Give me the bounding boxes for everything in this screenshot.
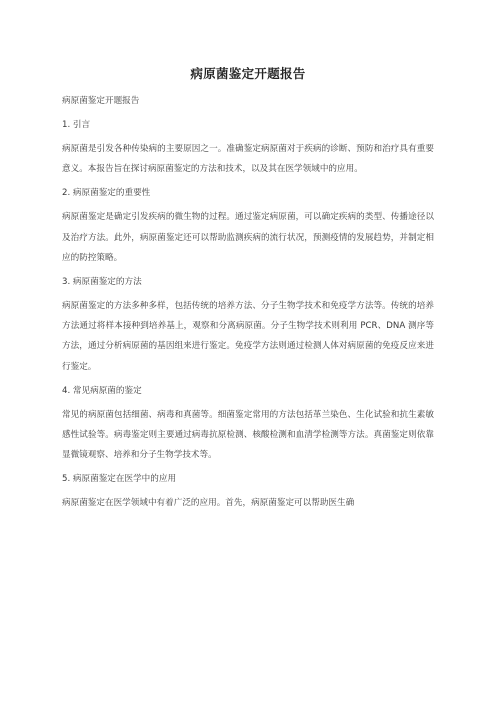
section-paragraph-4: 常见的病原菌包括细菌、病毒和真菌等。细菌鉴定常用的方法包括革兰染色、生化试验和抗生素敏感性试验等。病毒鉴定则主要通过病毒抗原检测、核酸检测和血清学检测等方法。真菌鉴定则依靠显微镜观察、培养和分子生物学技术等。 xyxy=(62,409,434,461)
section-heading-2: 2. 病原菌鉴定的重要性 xyxy=(62,188,151,199)
section-heading-3: 3. 病原菌鉴定的方法 xyxy=(62,277,142,288)
section-heading-1: 1. 引言 xyxy=(62,120,91,130)
document-subtitle: 病原菌鉴定开题报告 xyxy=(62,96,140,106)
section-heading-5: 5. 病原菌鉴定在医学中的应用 xyxy=(62,474,177,485)
document-title: 病原菌鉴定开题报告 xyxy=(190,66,306,81)
section-paragraph-2: 病原菌鉴定是确定引发疾病的微生物的过程。通过鉴定病原菌，可以确定疾病的类型、传播途径以及治疗方法。此外，病原菌鉴定还可以帮助监测疾病的流行状况，预测疫情的发展趋势，并制定相应的防控策略。 xyxy=(62,212,434,263)
section-heading-4: 4. 常见病原菌的鉴定 xyxy=(62,385,142,396)
section-paragraph-5: 病原菌鉴定在医学领域中有着广泛的应用。首先，病原菌鉴定可以帮助医生确 xyxy=(62,498,355,509)
section-paragraph-3: 病原菌鉴定的方法多种多样，包括传统的培养方法、分子生物学技术和免疫学方法等。传统的培养方法通过将样本接种到培养基上，观察和分离病原菌。分子生物学技术则利用 PCR、DNA 测序等方法，通过分析病原菌的基因组来进行鉴定。免疫学方法则通过检测人体对病原菌的免疫反应来进行鉴定。 xyxy=(62,301,434,372)
document-body xyxy=(62,94,434,521)
section-paragraph-1: 病原菌是引发各种传染病的主要原因之一。准确鉴定病原菌对于疾病的诊断、预防和治疗具有重要意义。本报告旨在探讨病原菌鉴定的方法和技术，以及其在医学领域中的应用。 xyxy=(62,144,434,175)
